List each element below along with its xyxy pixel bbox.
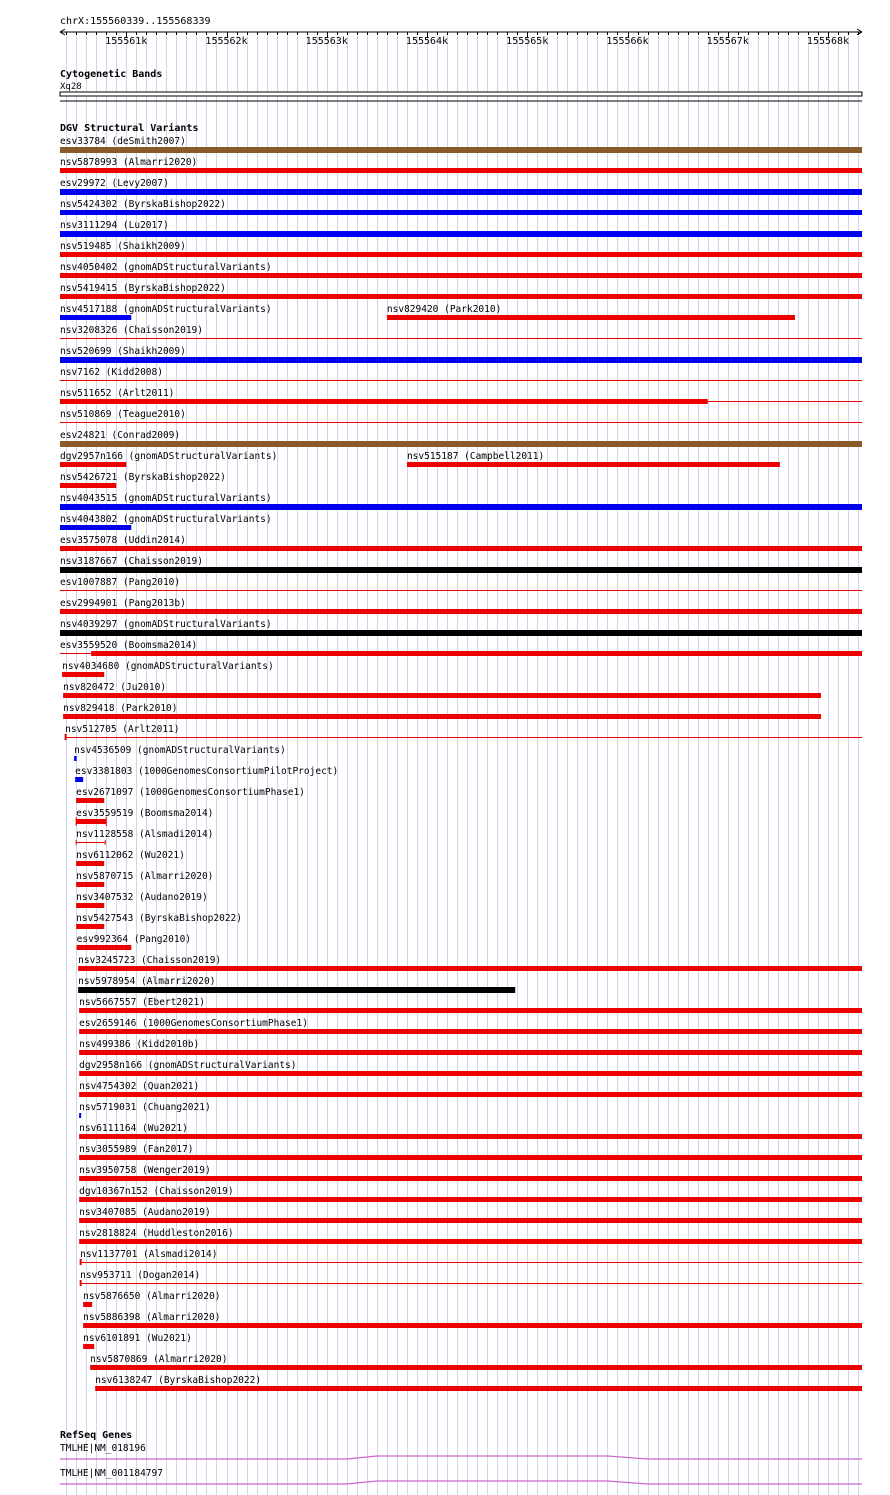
dgv-feature[interactable]	[78, 955, 862, 971]
dgv-feature[interactable]	[65, 724, 862, 740]
dgv-feature-bar[interactable]	[63, 693, 821, 698]
dgv-feature-bar[interactable]	[60, 399, 708, 404]
dgv-feature-bar[interactable]	[83, 1344, 94, 1349]
dgv-feature[interactable]	[74, 745, 286, 761]
dgv-feature[interactable]	[76, 850, 185, 866]
dgv-feature[interactable]	[60, 220, 862, 237]
refseq-intron-line[interactable]	[60, 1481, 862, 1484]
dgv-feature-bar[interactable]	[77, 945, 132, 950]
dgv-feature-bar[interactable]	[91, 651, 862, 656]
dgv-feature-bar[interactable]	[79, 1176, 862, 1181]
dgv-feature[interactable]	[60, 514, 272, 530]
refseq-gene-label: TMLHE|NM_018196	[60, 1443, 146, 1454]
dgv-feature[interactable]	[90, 1354, 862, 1370]
dgv-feature-label: nsv6101891 (Wu2021)	[83, 1333, 192, 1344]
dgv-feature-label: esv24821 (Conrad2009)	[60, 430, 181, 441]
dgv-feature[interactable]	[83, 1291, 220, 1307]
dgv-feature[interactable]	[76, 829, 213, 845]
dgv-feature[interactable]	[80, 1249, 862, 1265]
dgv-feature-label: nsv6112062 (Wu2021)	[76, 850, 185, 861]
dgv-feature-label: esv3575078 (Uddin2014)	[60, 535, 186, 546]
dgv-feature-label: nsv5978954 (Almarri2020)	[78, 976, 216, 987]
dgv-feature-bar[interactable]	[60, 422, 862, 423]
dgv-feature[interactable]	[76, 787, 305, 803]
dgv-feature-label: nsv953711 (Dogan2014)	[80, 1270, 201, 1281]
dgv-feature[interactable]	[76, 871, 213, 887]
dgv-feature-label: nsv4517188 (gnomADStructuralVariants)	[60, 304, 272, 315]
dgv-feature-bar[interactable]	[60, 273, 862, 278]
ruler-tick-label: 155567k	[706, 36, 749, 47]
dgv-feature-bar[interactable]	[387, 315, 795, 320]
dgv-feature-label: nsv3407532 (Audano2019)	[76, 892, 208, 903]
dgv-feature[interactable]	[76, 913, 242, 929]
dgv-feature[interactable]	[60, 241, 862, 257]
dgv-feature-bar[interactable]	[60, 567, 862, 573]
dgv-feature-label: nsv2818824 (Huddleston2016)	[79, 1228, 234, 1239]
dgv-feature[interactable]	[79, 1081, 862, 1097]
dgv-feature[interactable]	[60, 157, 862, 173]
dgv-feature[interactable]	[79, 997, 862, 1013]
dgv-feature-label: nsv511652 (Arlt2011)	[60, 388, 175, 399]
dgv-feature[interactable]	[60, 619, 862, 636]
dgv-feature[interactable]	[60, 199, 862, 215]
dgv-feature-label: nsv5419415 (ByrskaBishop2022)	[60, 283, 226, 294]
dgv-feature[interactable]	[60, 283, 862, 299]
dgv-feature[interactable]	[83, 1312, 862, 1328]
dgv-feature[interactable]	[60, 493, 862, 510]
dgv-feature-label: nsv5886398 (Almarri2020)	[83, 1312, 221, 1323]
dgv-feature-bar[interactable]	[60, 462, 126, 467]
dgv-feature-label: nsv3407085 (Audano2019)	[79, 1207, 211, 1218]
dgv-feature-label: nsv4536509 (gnomADStructuralVariants)	[74, 745, 286, 756]
dgv-feature-label: nsv512705 (Arlt2011)	[65, 724, 180, 735]
ruler-tick-label: 155562k	[205, 36, 248, 47]
dgv-feature-label: nsv3208326 (Chaisson2019)	[60, 325, 203, 336]
dgv-feature[interactable]	[60, 178, 862, 195]
dgv-feature-label: nsv5719031 (Chuang2021)	[79, 1102, 211, 1113]
dgv-feature-label: nsv3245723 (Chaisson2019)	[78, 955, 222, 966]
refseq-track-title: RefSeq Genes	[60, 1430, 133, 1441]
dgv-feature[interactable]	[76, 808, 213, 826]
dgv-feature-label: nsv6138247 (ByrskaBishop2022)	[95, 1375, 262, 1386]
dgv-feature-bar[interactable]	[60, 483, 116, 488]
dgv-feature-bar[interactable]	[407, 462, 780, 467]
dgv-feature-bar[interactable]	[76, 903, 104, 908]
dgv-feature-label: nsv4039297 (gnomADStructuralVariants)	[60, 619, 272, 630]
dgv-feature[interactable]	[60, 430, 862, 447]
dgv-feature-label: nsv3055989 (Fan2017)	[79, 1144, 194, 1155]
dgv-feature[interactable]	[79, 1165, 862, 1181]
dgv-feature[interactable]	[60, 262, 862, 278]
ruler-tick-label: 155568k	[806, 36, 850, 47]
dgv-feature-bar[interactable]	[80, 1262, 862, 1263]
dgv-feature[interactable]	[80, 1270, 862, 1286]
dgv-feature-label: nsv1137701 (Alsmadi2014)	[80, 1249, 218, 1260]
dgv-feature[interactable]	[76, 892, 208, 908]
dgv-feature-label: nsv5424302 (ByrskaBishop2022)	[60, 199, 226, 210]
dgv-feature[interactable]	[60, 472, 226, 488]
dgv-feature-bar[interactable]	[78, 966, 862, 971]
dgv-track-title: DGV Structural Variants	[60, 123, 199, 134]
cytoband-track-title: Cytogenetic Bands	[60, 69, 163, 80]
dgv-feature-label: nsv4050402 (gnomADStructuralVariants)	[60, 262, 272, 273]
dgv-feature[interactable]	[78, 976, 515, 993]
dgv-feature-label: nsv4754302 (Quan2021)	[79, 1081, 200, 1092]
dgv-feature-bar[interactable]	[90, 1365, 862, 1370]
dgv-feature-label: nsv5878993 (Almarri2020)	[60, 157, 198, 168]
dgv-feature[interactable]	[63, 703, 821, 719]
dgv-feature-bar[interactable]	[63, 714, 821, 719]
dgv-feature-bar[interactable]	[79, 1092, 862, 1097]
dgv-feature[interactable]	[60, 556, 862, 573]
dgv-feature[interactable]	[60, 535, 862, 551]
refseq-features[interactable]	[60, 1443, 862, 1484]
dgv-feature-bar[interactable]	[76, 798, 104, 803]
dgv-feature-bar[interactable]	[76, 861, 104, 866]
dgv-feature[interactable]	[79, 1228, 862, 1244]
dgv-feature-bar[interactable]	[79, 1134, 862, 1139]
dgv-feature[interactable]	[60, 640, 862, 656]
dgv-feature-bar[interactable]	[80, 1283, 862, 1284]
dgv-feature-bar[interactable]	[60, 252, 862, 257]
dgv-feature-bar[interactable]	[83, 1323, 862, 1328]
dgv-feature-label: nsv5426721 (ByrskaBishop2022)	[60, 472, 226, 483]
dgv-feature[interactable]	[60, 598, 862, 614]
dgv-features[interactable]	[60, 136, 862, 1391]
dgv-feature-label: nsv1128558 (Alsmadi2014)	[76, 829, 214, 840]
dgv-feature-bar[interactable]	[79, 1008, 862, 1013]
dgv-feature-label: esv3559519 (Boomsma2014)	[76, 808, 214, 819]
dgv-feature-bar[interactable]	[79, 1050, 862, 1055]
dgv-feature-bar[interactable]	[79, 1218, 862, 1223]
dgv-feature-label: nsv829420 (Park2010)	[386, 304, 502, 315]
dgv-feature-bar[interactable]	[60, 609, 862, 614]
dgv-feature-label: dgv2958n166 (gnomADStructuralVariants)	[79, 1060, 297, 1071]
dgv-feature[interactable]	[79, 1018, 862, 1034]
location-readout: chrX:155560339..155568339	[60, 16, 211, 27]
dgv-feature-label: esv2659146 (1000GenomesConsortiumPhase1)	[79, 1018, 308, 1029]
ruler-tick-label: 155566k	[606, 36, 649, 47]
dgv-feature-bar[interactable]	[60, 441, 862, 447]
dgv-feature[interactable]	[60, 325, 862, 339]
dgv-feature-label: nsv7162 (Kidd2008)	[60, 367, 163, 378]
dgv-feature[interactable]	[77, 934, 191, 950]
ruler-tick-label: 155565k	[506, 36, 549, 47]
dgv-feature-label: dgv2957n166 (gnomADStructuralVariants)	[60, 451, 278, 462]
ruler-tick-label: 155561k	[105, 36, 148, 47]
refseq-track[interactable]	[60, 1430, 862, 1484]
dgv-feature-label: esv3381803 (1000GenomesConsortiumPilotProject)	[75, 766, 339, 777]
dgv-feature-label: nsv515187 (Campbell2011)	[406, 451, 545, 462]
dgv-feature-bar[interactable]	[79, 1029, 862, 1034]
dgv-feature-bar[interactable]	[74, 756, 77, 761]
refseq-intron-line[interactable]	[60, 1456, 862, 1459]
dgv-feature-bar[interactable]	[62, 672, 104, 677]
dgv-feature[interactable]	[60, 346, 862, 363]
dgv-feature-label: esv992364 (Pang2010)	[76, 934, 192, 945]
dgv-feature-bar[interactable]	[76, 882, 104, 887]
dgv-feature[interactable]	[79, 1060, 862, 1076]
dgv-feature-bar[interactable]	[83, 1302, 92, 1307]
refseq-gene[interactable]	[60, 1468, 862, 1484]
dgv-feature-bar[interactable]	[76, 924, 104, 929]
dgv-feature-label: nsv510869 (Teague2010)	[60, 409, 186, 420]
dgv-feature-bar[interactable]	[60, 147, 862, 153]
dgv-feature-bar[interactable]	[60, 357, 862, 363]
dgv-feature-bar[interactable]	[79, 1239, 862, 1244]
dgv-feature-label: nsv820472 (Ju2010)	[63, 682, 167, 693]
dgv-feature[interactable]	[83, 1333, 192, 1349]
dgv-feature-bar[interactable]	[60, 546, 862, 551]
cytoband-label: Xq28	[60, 82, 82, 92]
dgv-track[interactable]	[60, 122, 862, 1391]
dgv-feature-label: nsv4034680 (gnomADStructuralVariants)	[62, 661, 274, 672]
dgv-feature-label: esv1007887 (Pang2010)	[60, 577, 181, 588]
dgv-feature-bar[interactable]	[78, 987, 515, 993]
refseq-gene-label: TMLHE|NM_001184797	[60, 1468, 163, 1479]
dgv-feature-label: nsv5870869 (Almarri2020)	[90, 1354, 228, 1365]
dgv-feature-label: esv2994901 (Pang2013b)	[60, 598, 186, 609]
dgv-feature-bar[interactable]	[60, 231, 862, 237]
ruler-track[interactable]	[60, 16, 862, 47]
ruler-tick-label: 155564k	[405, 36, 449, 47]
dgv-feature-label: nsv3950758 (Wenger2019)	[79, 1165, 211, 1176]
dgv-feature-bar[interactable]	[79, 1113, 81, 1118]
dgv-feature[interactable]	[60, 136, 862, 153]
dgv-feature-bar[interactable]	[65, 737, 862, 738]
dgv-feature-bar[interactable]	[79, 1155, 862, 1160]
refseq-gene[interactable]	[60, 1443, 862, 1459]
dgv-feature[interactable]	[60, 388, 862, 404]
dgv-feature-bar[interactable]	[60, 338, 862, 339]
dgv-feature-bar[interactable]	[60, 380, 862, 381]
dgv-feature-label: nsv3187667 (Chaisson2019)	[60, 556, 203, 567]
dgv-feature-label: nsv519485 (Shaikh2009)	[60, 241, 186, 252]
cytoband-track[interactable]	[60, 68, 862, 101]
dgv-feature[interactable]	[60, 304, 272, 320]
dgv-feature-label: nsv5876650 (Almarri2020)	[83, 1291, 221, 1302]
dgv-feature-label: esv29972 (Levy2007)	[60, 178, 169, 189]
dgv-feature-label: esv3559520 (Boomsma2014)	[60, 640, 198, 651]
dgv-feature-bar[interactable]	[60, 630, 862, 636]
dgv-feature-label: nsv4043515 (gnomADStructuralVariants)	[60, 493, 272, 504]
dgv-feature[interactable]	[62, 661, 274, 677]
dgv-feature-label: nsv5427543 (ByrskaBishop2022)	[76, 913, 243, 924]
dgv-feature-bar[interactable]	[76, 819, 106, 824]
ruler-ticks	[67, 32, 859, 47]
dgv-feature[interactable]	[387, 304, 795, 320]
dgv-feature-bar[interactable]	[76, 842, 105, 843]
dgv-feature-label: nsv829418 (Park2010)	[63, 703, 178, 714]
dgv-feature-bar[interactable]	[60, 294, 862, 299]
dgv-feature-label: nsv3111294 (Lu2017)	[60, 220, 169, 231]
dgv-feature[interactable]	[95, 1375, 862, 1391]
dgv-feature-label: nsv5667557 (Ebert2021)	[79, 997, 205, 1008]
dgv-feature-bar[interactable]	[79, 1197, 862, 1202]
dgv-feature-bar[interactable]	[95, 1386, 862, 1391]
dgv-feature-bar[interactable]	[60, 210, 862, 215]
dgv-feature[interactable]	[79, 1186, 862, 1202]
dgv-feature-label: nsv520699 (Shaikh2009)	[60, 346, 186, 357]
dgv-feature[interactable]	[60, 367, 862, 381]
dgv-feature[interactable]	[60, 451, 277, 467]
dgv-feature-label: dgv10367n152 (Chaisson2019)	[79, 1186, 234, 1197]
dgv-feature-bar[interactable]	[60, 504, 862, 510]
dgv-feature-bar[interactable]	[60, 525, 131, 530]
dgv-feature-label: esv33784 (deSmith2007)	[60, 136, 186, 147]
ruler-tick-label: 155563k	[305, 36, 348, 47]
dgv-feature-bar[interactable]	[60, 168, 862, 173]
dgv-feature-bar[interactable]	[79, 1071, 862, 1076]
dgv-feature[interactable]	[79, 1207, 862, 1223]
dgv-feature-label: nsv499386 (Kidd2010b)	[79, 1039, 200, 1050]
dgv-feature-bar[interactable]	[60, 189, 862, 195]
dgv-feature-label: nsv4043802 (gnomADStructuralVariants)	[60, 514, 272, 525]
dgv-feature[interactable]	[79, 1102, 211, 1118]
dgv-feature-bar[interactable]	[60, 590, 862, 591]
dgv-feature-label: esv2671097 (1000GenomesConsortiumPhase1)	[76, 787, 305, 798]
dgv-feature[interactable]	[60, 409, 862, 423]
dgv-feature-label: nsv5870715 (Almarri2020)	[76, 871, 214, 882]
dgv-feature[interactable]	[60, 577, 862, 591]
dgv-feature-bar[interactable]	[75, 777, 83, 782]
dgv-feature-bar[interactable]	[60, 315, 131, 320]
dgv-feature[interactable]	[407, 451, 780, 467]
dgv-feature[interactable]	[79, 1039, 862, 1055]
cytoband-bar[interactable]	[60, 92, 862, 96]
dgv-feature-label: nsv6111164 (Wu2021)	[79, 1123, 188, 1134]
